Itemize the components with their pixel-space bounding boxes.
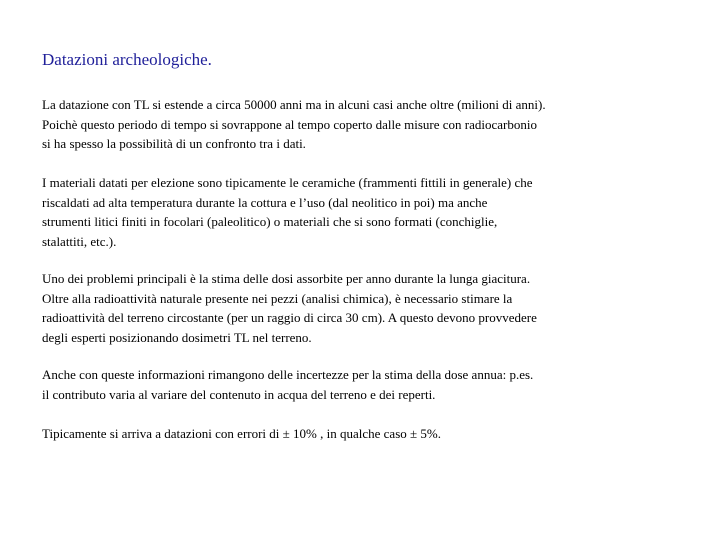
text-line: stalattiti, etc.). <box>42 233 117 249</box>
text-line: Anche con queste informazioni rimangono delle incertezze per la stima della dose annua: p.es. <box>42 367 534 382</box>
text-line: si ha spesso la possibilità di un confronto tra i dati. <box>42 136 306 151</box>
text-line: degli esperti posizionando dosimetri TL nel terreno. <box>42 329 312 345</box>
text-line: Tipicamente si arriva a datazioni con errori di ± 10% , in qualche caso ± 5%. <box>42 426 441 441</box>
text-line: Poichè questo periodo di tempo si sovrappone al tempo coperto dalle misure con radiocarbonio <box>42 116 537 132</box>
text-line: il contributo varia al variare del contenuto in acqua del terreno e dei reperti. <box>42 386 436 402</box>
text-line: strumenti litici finiti in focolari (paleolitico) o materiali che si sono formati (conchiglie, <box>42 214 498 229</box>
paragraph-dated-materials <box>42 173 533 251</box>
text-line: Uno dei problemi principali è la stima delle dosi assorbite per anno durante la lunga giacitura. <box>42 271 531 286</box>
text-line: La datazione con TL si estende a circa 50000 anni ma in alcuni casi anche oltre (milioni di anni). <box>42 97 546 112</box>
text-line: I materiali datati per elezione sono tipicamente le ceramiche (frammenti fittili in generale) che <box>42 175 533 190</box>
slide-title: Datazioni archeologiche. <box>42 50 212 69</box>
paragraph-uncertainties <box>42 365 533 404</box>
text-line: Oltre alla radioattività naturale presente nei pezzi (analisi chimica), è necessario stimare la <box>42 290 513 306</box>
paragraph-dose-estimation <box>42 269 537 347</box>
text-line: radioattività del terreno circostante (per un raggio di circa 30 cm). A questo devono provvedere <box>42 310 537 325</box>
paragraph-tl-dating-range <box>42 95 546 154</box>
paragraph-dating-errors <box>42 424 441 444</box>
text-line: riscaldati ad alta temperatura durante la cottura e l’uso (dal neolitico in poi) ma anche <box>42 194 488 210</box>
